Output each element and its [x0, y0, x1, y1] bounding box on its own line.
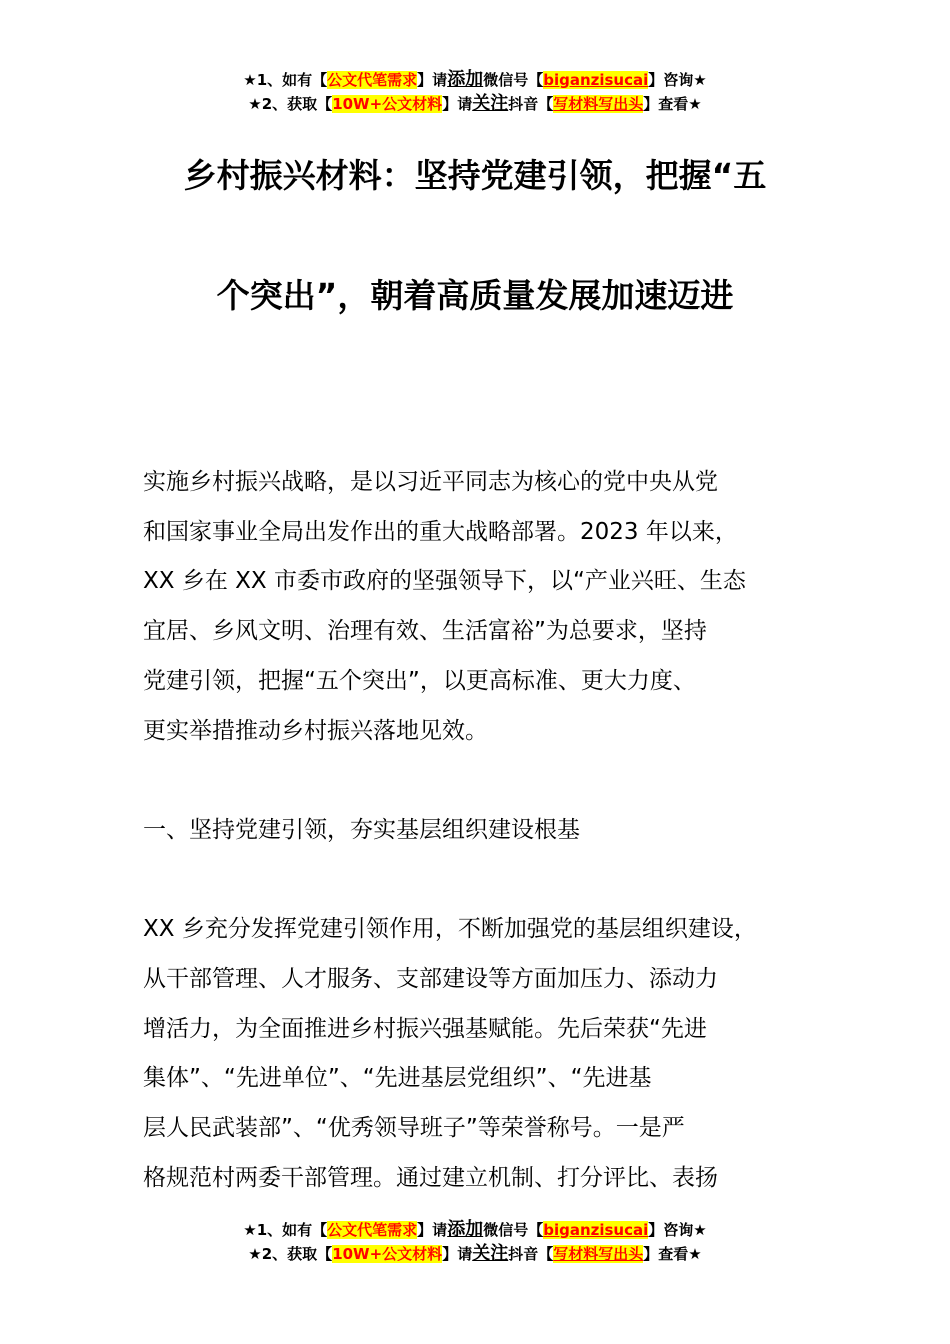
header-ad: [0, 68, 950, 116]
ad-emphasis: 添加: [447, 1219, 484, 1240]
ad-text: 微信号【: [483, 71, 544, 89]
section-heading: 一、坚持党建引领，夯实基层组织建设根基: [143, 816, 580, 843]
ad-text: 】请: [442, 95, 473, 113]
ad-highlight: 10W+公文材料: [332, 1245, 443, 1263]
body-line: XX 乡在 XX 市委市政府的坚强领导下，以“产业兴旺、生态: [143, 568, 746, 595]
title-line-2: 个突出”，朝着高质量发展加速迈进: [216, 276, 734, 315]
ad-emphasis: 添加: [447, 69, 484, 90]
ad-line-2: [0, 1242, 950, 1266]
ad-text: 】查看★: [643, 1245, 702, 1263]
ad-line-1: [0, 1218, 950, 1242]
ad-text: 】咨询★: [648, 1221, 707, 1239]
ad-line-1: [0, 68, 950, 92]
ad-text: 】请: [442, 1245, 473, 1263]
body-line: 层人民武装部”、“优秀领导班子”等荣誉称号。一是严: [143, 1115, 685, 1142]
body-line: 更实举措推动乡村振兴落地见效。: [143, 717, 488, 744]
ad-highlight: 10W+公文材料: [332, 95, 443, 113]
ad-text: 微信号【: [483, 1221, 544, 1239]
ad-highlight: 公文代笔需求: [327, 1221, 418, 1239]
ad-text: 抖音【: [508, 95, 554, 113]
ad-text: 】咨询★: [648, 71, 707, 89]
body-line: 党建引领，把握“五个突出”，以更高标准、更大力度、: [143, 667, 696, 694]
body-line: 实施乡村振兴战略，是以习近平同志为核心的党中央从党: [143, 469, 718, 495]
body-line: XX 乡充分发挥党建引领作用，不断加强党的基层组织建设，: [143, 916, 757, 943]
ad-text: 抖音【: [508, 1245, 554, 1263]
ad-text: ★1、如有【: [243, 1221, 328, 1239]
body-line: 格规范村两委干部管理。通过建立机制、打分评比、表扬: [143, 1164, 718, 1191]
footer-ad: [0, 1218, 950, 1266]
ad-emphasis: 关注: [472, 1243, 509, 1264]
body-line: 和国家事业全局出发作出的重大战略部署。2023 年以来，: [143, 518, 738, 545]
body-text: [143, 458, 843, 1204]
body-line: 增活力，为全面推进乡村振兴强基赋能。先后荣获“先进: [143, 1015, 707, 1042]
ad-emphasis: 关注: [472, 93, 509, 114]
blank-line: [143, 856, 843, 906]
ad-wechat-id: biganzisucai: [543, 71, 649, 89]
ad-text: ★2、获取【: [248, 1245, 333, 1263]
body-line: 从干部管理、人才服务、支部建设等方面加压力、添动力: [143, 966, 718, 993]
body-line: 宜居、乡风文明、治理有效、生活富裕”为总要求，坚持: [143, 618, 707, 645]
ad-text: 】请: [417, 1221, 448, 1239]
ad-text: 】请: [417, 71, 448, 89]
ad-text: 】查看★: [643, 95, 702, 113]
blank-line: [143, 756, 843, 806]
ad-douyin-id: 写材料写出头: [553, 95, 644, 113]
ad-text: ★2、获取【: [248, 95, 333, 113]
ad-highlight: 公文代笔需求: [327, 71, 418, 89]
title-line-1: 乡村振兴材料：坚持党建引领，把握“五: [183, 156, 767, 195]
ad-line-2: [0, 92, 950, 116]
ad-wechat-id: biganzisucai: [543, 1221, 649, 1239]
body-line: 集体”、“先进单位”、“先进基层党组织”、“先进基: [143, 1065, 652, 1092]
ad-douyin-id: 写材料写出头: [553, 1245, 644, 1263]
ad-text: ★1、如有【: [243, 71, 328, 89]
